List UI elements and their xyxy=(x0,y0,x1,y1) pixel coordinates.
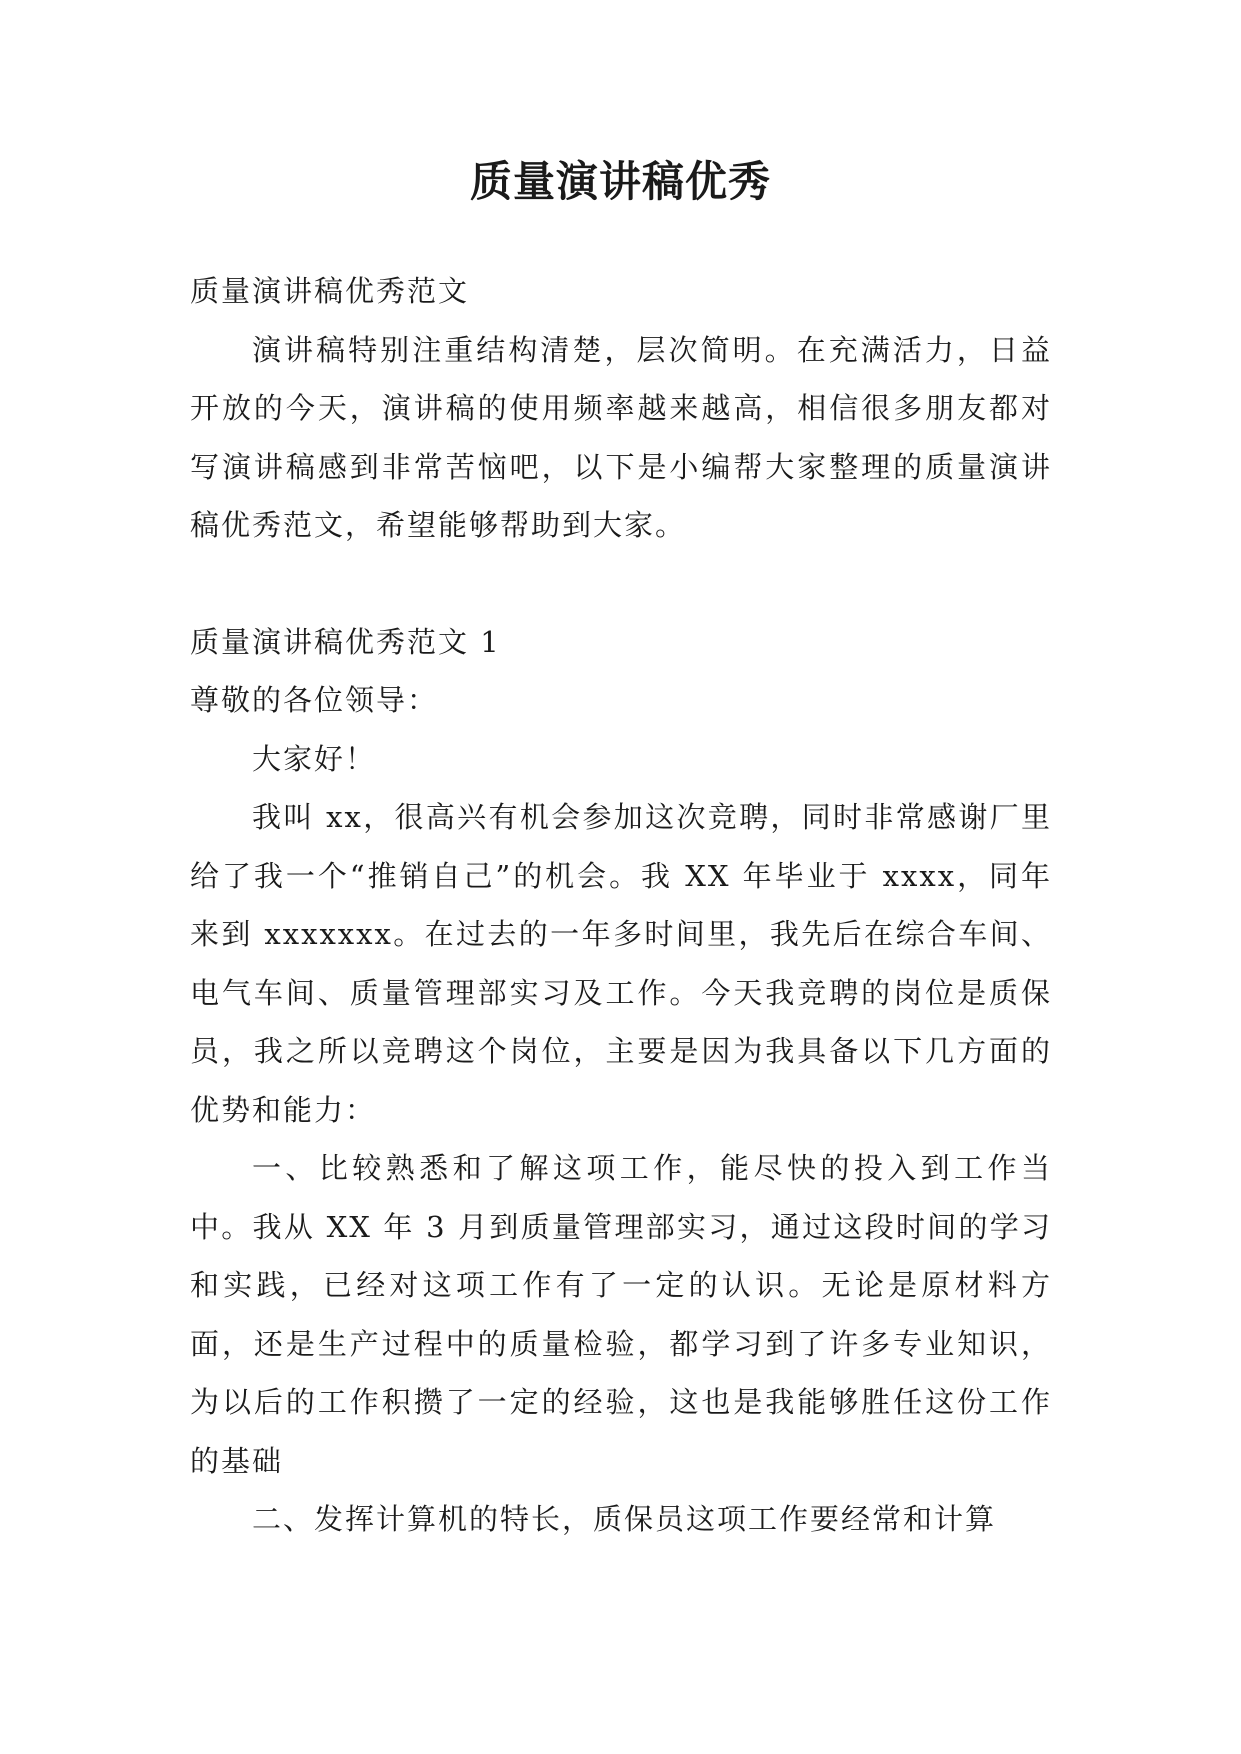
salutation: 尊敬的各位领导： xyxy=(190,683,439,717)
section-heading: 质量演讲稿优秀范文 1 xyxy=(190,624,501,659)
document-subtitle: 质量演讲稿优秀范文 xyxy=(190,274,470,308)
body-paragraph-3: 二、发挥计算机的特长，质保员这项工作要经常和计算 xyxy=(252,1502,997,1536)
document-title: 质量演讲稿优秀 xyxy=(469,157,771,206)
document-body xyxy=(190,262,1052,1549)
body-paragraph-2: 一、比较熟悉和了解这项工作，能尽快的投入到工作当中。我从 XX 年 3 月到质量管理部实习，通过这段时间的学习和实践，已经对这项工作有了一定的认识。无论是原材料方面，还是生产过程中的质量检验，都学习到了许多专业知识，为以后的工作积攒了一定的经验，这也是我能够胜任这份工作的基础 xyxy=(190,1151,1052,1478)
greeting: 大家好！ xyxy=(252,741,377,776)
body-paragraph-1: 我叫 xx，很高兴有机会参加这次竞聘，同时非常感谢厂里给了我一个“推销自己”的机会。我 XX 年毕业于 xxxx，同年来到 xxxxxxx。在过去的一年多时间里，我先后在综合车间、电气车间、质量管理部实习及工作。今天我竞聘的岗位是质保员，我之所以竞聘这个岗位，主要是因为我具备以下几方面的优势和能力： xyxy=(190,800,1052,1127)
intro-paragraph: 演讲稿特别注重结构清楚，层次简明。在充满活力，日益开放的今天，演讲稿的使用频率越来越高，相信很多朋友都对写演讲稿感到非常苦恼吧，以下是小编帮大家整理的质量演讲稿优秀范文，希望能够帮助到大家。 xyxy=(190,332,1052,542)
